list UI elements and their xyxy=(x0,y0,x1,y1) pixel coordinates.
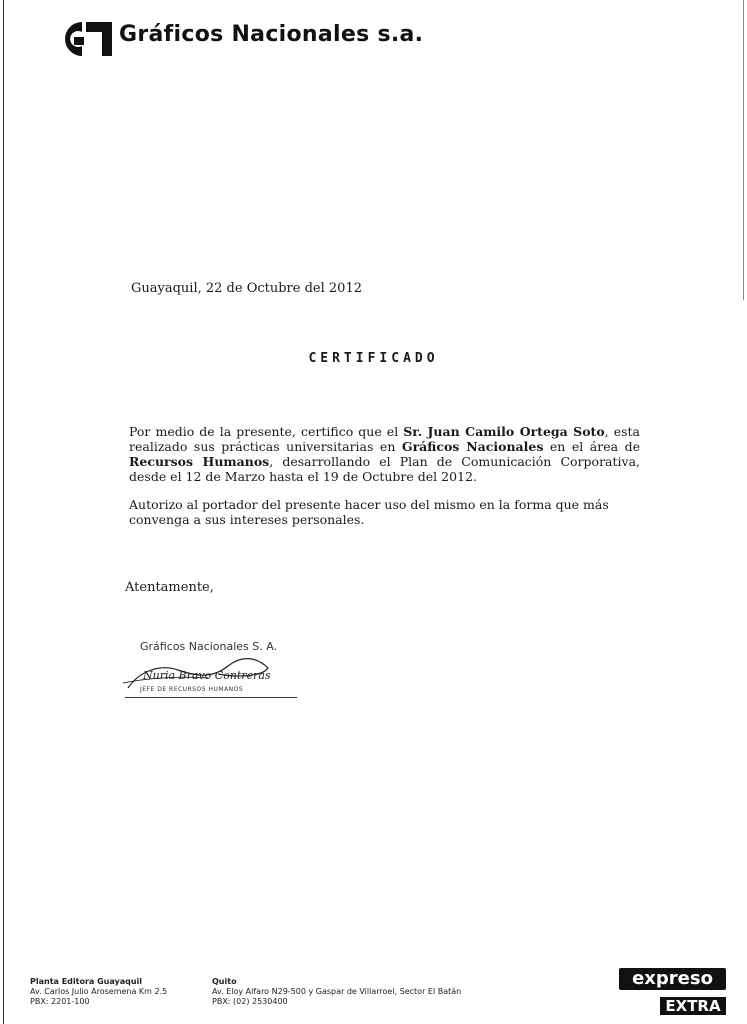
certificate-title: CERTIFICADO xyxy=(308,351,439,366)
para1-text-3: en el área de xyxy=(543,439,640,454)
signatory-name: Nuria Bravo Contreras xyxy=(143,669,271,682)
quito-address: Av. Eloy Alfaro N29-500 y Gaspar de Villarroel, Sector El Batán xyxy=(212,987,462,996)
brand-logos xyxy=(615,964,728,1016)
para1-text-1: Por medio de la presente, certifico que el xyxy=(129,424,404,439)
company-logo-icon xyxy=(52,18,114,60)
date-line: Guayaquil, 22 de Octubre del 2012 xyxy=(131,281,362,296)
quito-phone: PBX: (02) 2530400 xyxy=(212,997,288,1006)
footer-quito xyxy=(212,977,461,1007)
plant-label: Planta Editora Guayaquil xyxy=(30,977,143,986)
stamp-company: Gráficos Nacionales S. A. xyxy=(140,640,278,653)
quito-label: Quito xyxy=(212,977,237,986)
plant-phone: PBX: 2201-100 xyxy=(30,997,90,1006)
closing: Atentamente, xyxy=(125,580,214,595)
company-name: Gráficos Nacionales s.a. xyxy=(119,22,424,47)
expreso-logo: expreso xyxy=(619,968,726,990)
body-paragraph-1 xyxy=(129,424,640,484)
company-ref: Gráficos Nacionales xyxy=(401,439,544,454)
signatory-role: JEFE DE RECURSOS HUMANOS xyxy=(140,686,244,693)
body-paragraph-2: Autorizo al portador del presente hacer uso del mismo en la forma que más convenga a sus intereses personales. xyxy=(129,497,609,527)
employee-name: Sr. Juan Camilo Ortega Soto xyxy=(403,424,605,439)
plant-address: Av. Carlos Julio Arosemena Km 2.5 xyxy=(30,987,168,996)
department: Recursos Humanos xyxy=(129,454,270,469)
scan-edge-right xyxy=(743,0,744,300)
para1-text-4: , desarrollando el Plan de Comunicación Corporativa, desde el 12 de Marzo hasta el 19 de Octubre del 2012. xyxy=(129,454,641,484)
scan-edge-left xyxy=(3,0,4,1024)
para1-text-2: , esta realizado sus prácticas universitarias en xyxy=(129,424,640,454)
signature-line xyxy=(125,697,297,698)
extra-logo: EXTRA xyxy=(660,997,726,1015)
footer-plant xyxy=(30,977,167,1007)
